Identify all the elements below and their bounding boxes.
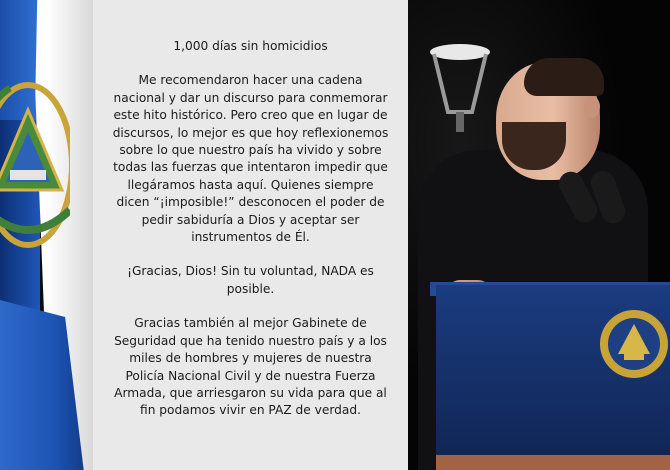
presidential-seal bbox=[598, 308, 670, 380]
speaker-ear bbox=[584, 96, 600, 118]
speaker-photo bbox=[408, 0, 670, 470]
flag-coat-of-arms bbox=[0, 70, 70, 260]
post-paragraph-3: Gracias también al mejor Gabinete de Seguridad que ha tenido nuestro país y a los miles de hombres y mujeres de nuestra Policía Nacional Civil y de nuestra Fuerza Armada, que arriesgaron su vida para que al fin podamos vivir en PAZ de verdad. bbox=[114, 316, 387, 418]
flag-photo bbox=[0, 0, 93, 470]
speaker-hair bbox=[524, 58, 604, 96]
podium-base bbox=[436, 455, 670, 470]
post-paragraph-2: ¡Gracias, Dios! Sin tu voluntad, NADA es posible. bbox=[127, 264, 374, 296]
post-paragraph-1: Me recomendaron hacer una cadena nacional y dar un discurso para conmemorar este hito histórico. Pero creo que en lugar de discursos, lo mejor es que hoy reflexionemos sobre lo que nuestro país ha vivido y sobre todas las fuerzas que intentaron impedir que llegáramos hasta aquí. Quienes siempre dicen “¡imposible!” desconocen el poder de pedir sabiduría a Dios y aceptar ser instrumentos de Él. bbox=[112, 73, 389, 245]
stage-lamp bbox=[428, 42, 492, 132]
post-text-panel bbox=[93, 0, 408, 470]
post-title: 1,000 días sin homicidios bbox=[173, 39, 328, 53]
